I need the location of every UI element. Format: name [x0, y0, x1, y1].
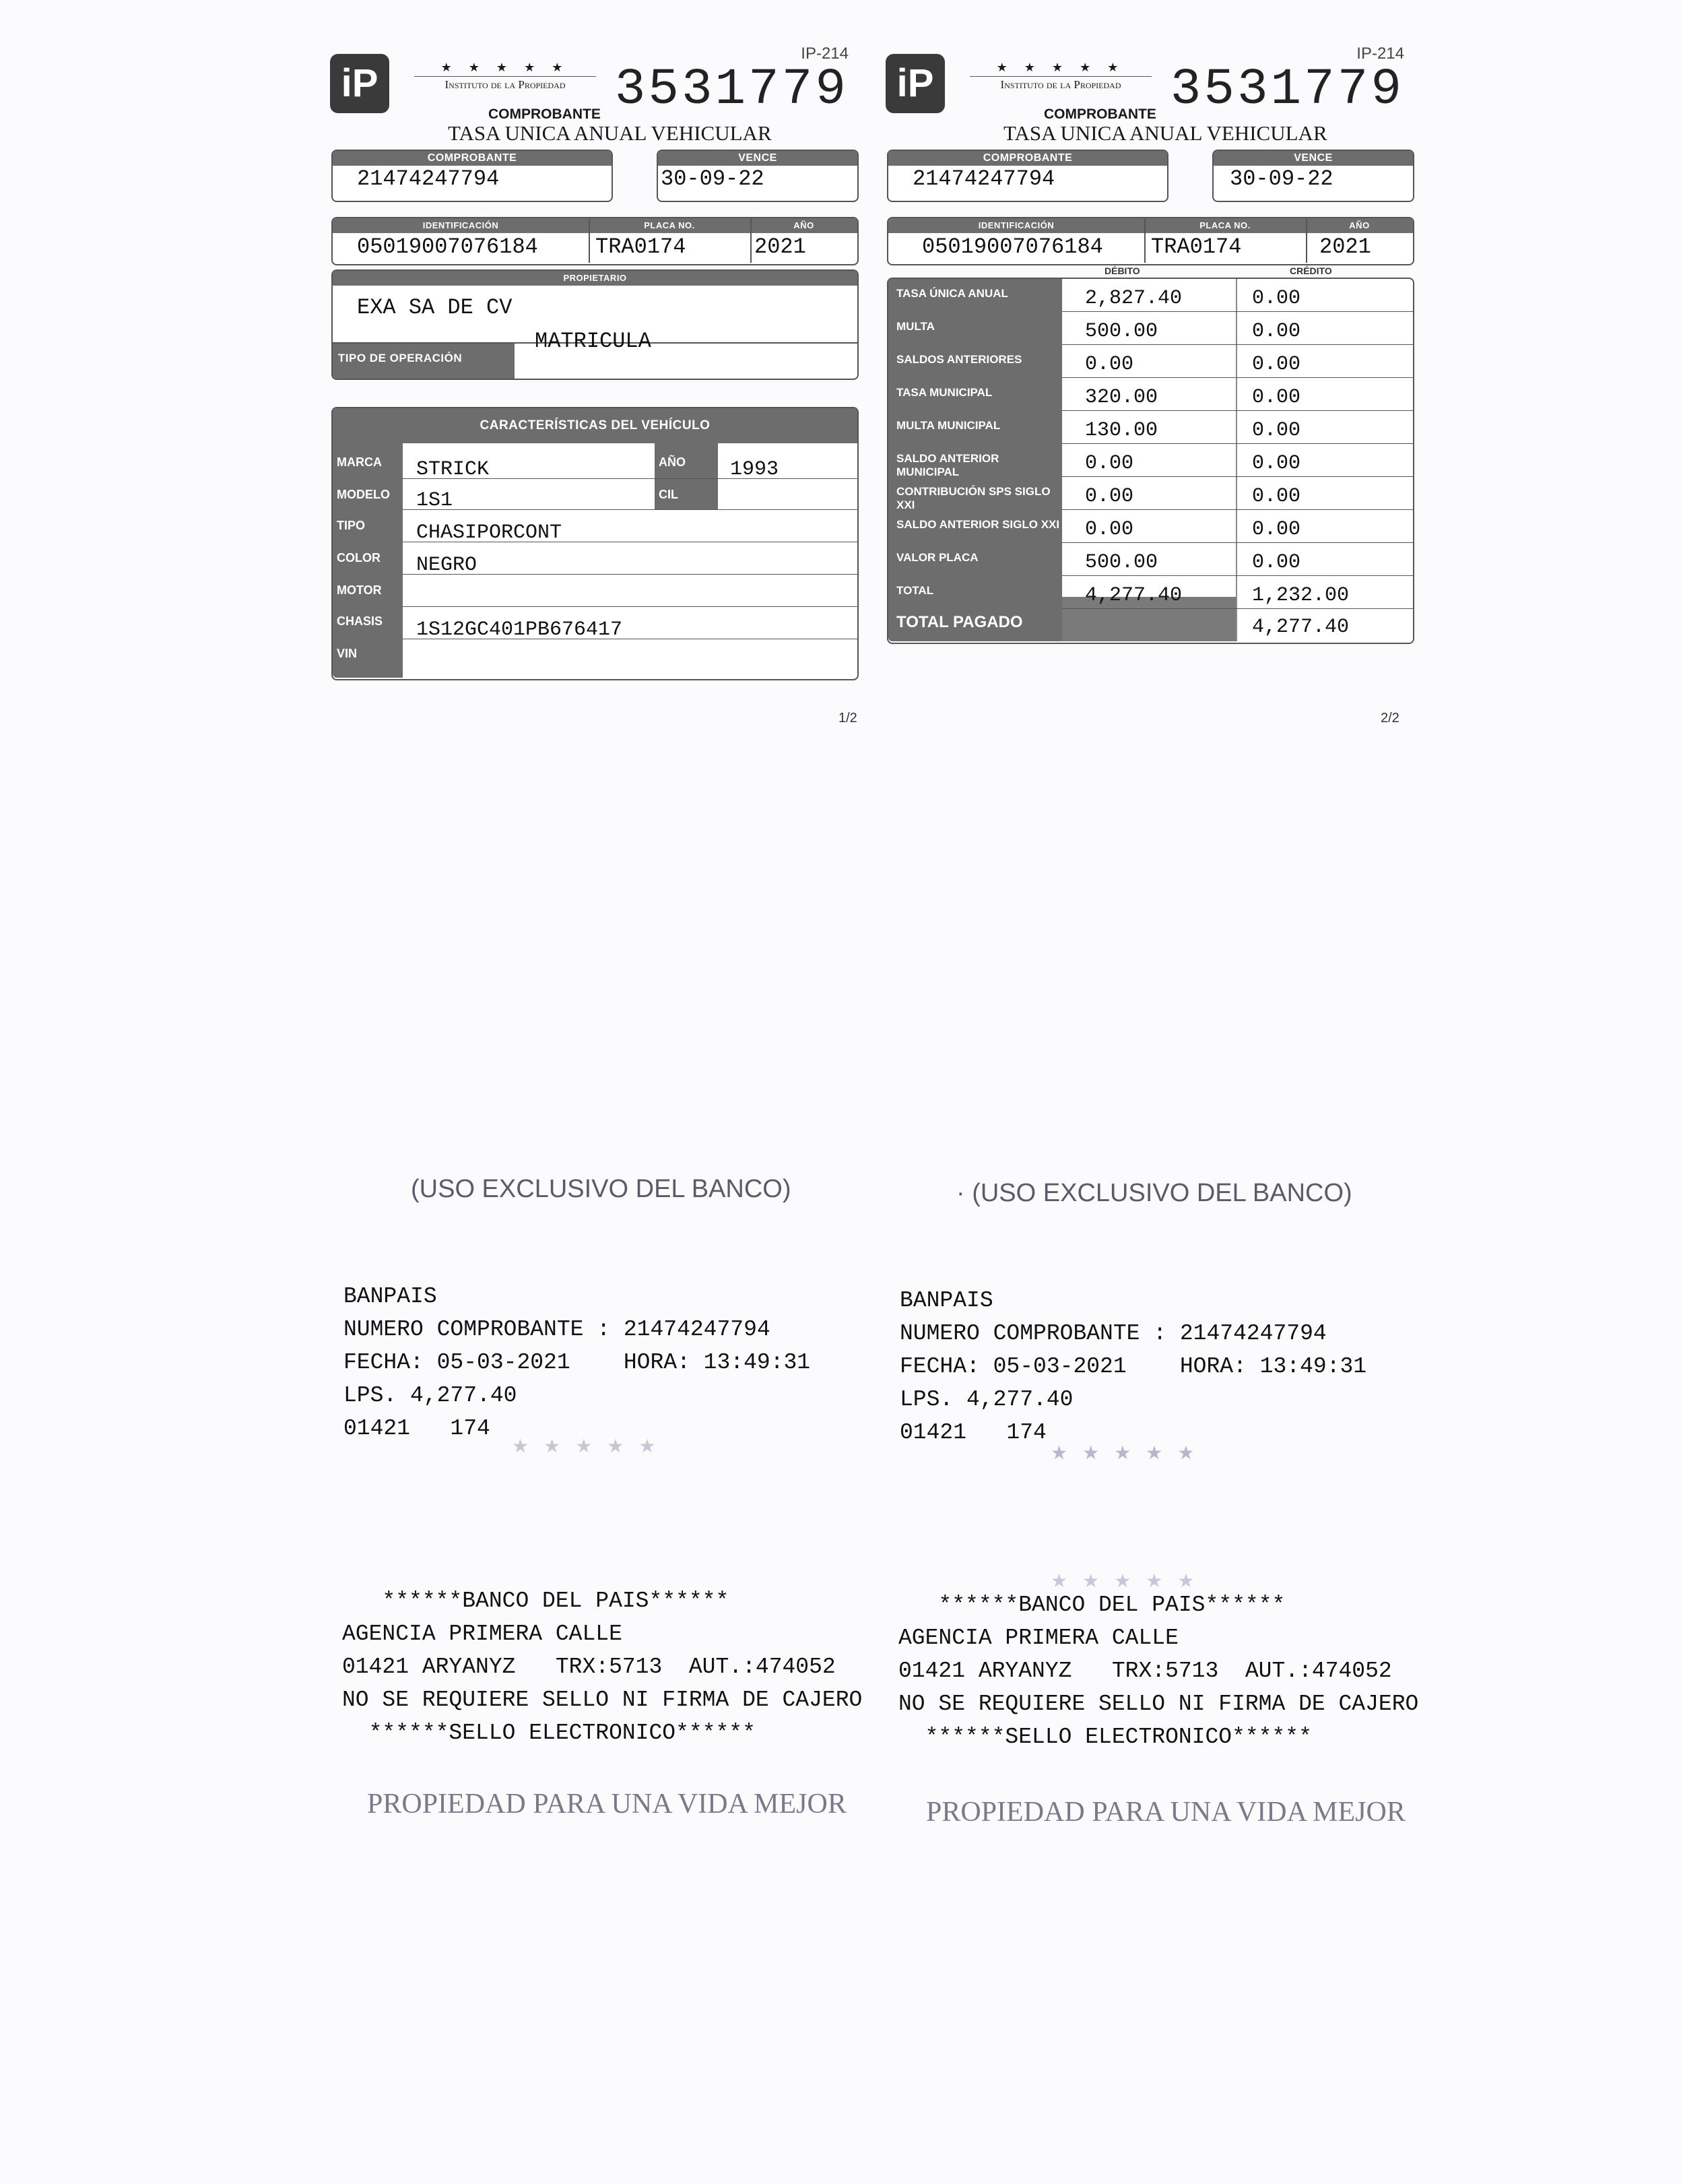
identificacion-box — [331, 217, 859, 265]
vehicle-box — [331, 407, 859, 680]
receipt-nota: NO SE REQUIERE SELLO NI FIRMA DE CAJERO — [342, 1688, 863, 1712]
form-code: IP-214 — [1356, 44, 1404, 63]
debito-value: 0.00 — [1085, 485, 1134, 508]
identificacion-header: IDENTIFICACIÓN — [422, 220, 499, 230]
vence-header: VENCE — [658, 151, 857, 166]
credito-value: 0.00 — [1252, 485, 1301, 508]
receipt-fecha: FECHA: 05-03-2021 HORA: 13:49:31 — [343, 1350, 811, 1375]
receipt-trx: 01421 ARYANYZ TRX:5713 AUT.:474052 — [342, 1655, 836, 1679]
page-number: 2/2 — [1381, 711, 1399, 726]
credito-value: 0.00 — [1252, 518, 1301, 541]
divider — [1062, 575, 1413, 576]
debito-value: 320.00 — [1085, 386, 1158, 409]
vehicle-header: CARACTERÍSTICAS DEL VEHÍCULO — [333, 408, 857, 443]
charge-label: MULTA MUNICIPAL — [896, 419, 1001, 432]
vence-header: VENCE — [1214, 151, 1413, 166]
ip-logo: iP — [886, 54, 945, 113]
institution-block — [414, 61, 596, 92]
debito-value: 2,827.40 — [1085, 287, 1183, 310]
receipt-monto: LPS. 4,277.40 — [343, 1383, 517, 1408]
comprobante-value: 21474247794 — [913, 166, 1055, 191]
divider — [1062, 344, 1413, 345]
color-value: NEGRO — [416, 554, 477, 577]
receipt-right-bottom — [898, 1588, 1418, 1754]
total-pagado-label: TOTAL PAGADO — [896, 613, 1023, 631]
credito-value: 0.00 — [1252, 287, 1301, 310]
receipt-agencia: AGENCIA PRIMERA CALLE — [342, 1621, 622, 1646]
divider — [1062, 542, 1413, 543]
comprobante-label: COMPROBANTE — [488, 106, 601, 122]
total-credito-value: 1,232.00 — [1252, 584, 1350, 607]
ip-logo: iP — [330, 54, 389, 113]
charge-label: SALDO ANTERIOR SIGLO XXI — [896, 518, 1060, 531]
anio-value: 2021 — [1319, 234, 1371, 259]
receipt-fecha: FECHA: 05-03-2021 HORA: 13:49:31 — [900, 1354, 1367, 1379]
divider — [750, 218, 752, 263]
debito-value: 500.00 — [1085, 551, 1158, 574]
marca-label: MARCA — [337, 455, 382, 469]
bank-use-title: (USO EXCLUSIVO DEL BANCO) — [411, 1175, 791, 1203]
receipt-sello: ******SELLO ELECTRONICO****** — [342, 1721, 756, 1745]
watermark-stars-icon: ★★★★★ — [512, 1436, 671, 1456]
comprobante-box — [887, 150, 1168, 202]
receipt-banco: ******BANCO DEL PAIS****** — [342, 1588, 729, 1613]
slogan: PROPIEDAD PARA UNA VIDA MEJOR — [926, 1797, 1406, 1828]
receipt-codigo: 01421 174 — [343, 1416, 490, 1441]
credito-value: 0.00 — [1252, 419, 1301, 442]
credito-value: 0.00 — [1252, 320, 1301, 343]
propietario-header: PROPIETARIO — [333, 271, 857, 286]
divider — [1062, 410, 1413, 411]
debito-header: DÉBITO — [1105, 265, 1140, 276]
credito-value: 0.00 — [1252, 386, 1301, 409]
anio-value: 2021 — [754, 234, 806, 259]
folio-number: 3531779 — [614, 61, 849, 119]
cil-label: CIL — [659, 488, 678, 501]
divider — [403, 509, 857, 510]
watermark-stars-icon: ★★★★★ — [1051, 1442, 1210, 1463]
document-title: TASA UNICA ANUAL VEHICULAR — [448, 121, 772, 145]
identificacion-value: 05019007076184 — [357, 234, 538, 259]
debito-value: 500.00 — [1085, 320, 1158, 343]
divider — [1062, 443, 1413, 444]
stars-icon: ★ ★ ★ ★ ★ — [996, 61, 1125, 74]
chasis-label: CHASIS — [337, 614, 383, 628]
tipo-operacion-value: MATRICULA — [535, 329, 651, 354]
receipt-codigo: 01421 174 — [900, 1420, 1047, 1445]
institution-block — [970, 61, 1152, 92]
slip-right — [879, 40, 1418, 734]
placa-value: TRA0174 — [1151, 234, 1242, 259]
placa-header: PLACA NO. — [644, 220, 695, 230]
vence-box — [1212, 150, 1414, 202]
charge-label: SALDO ANTERIOR MUNICIPAL — [896, 452, 999, 478]
slogan: PROPIEDAD PARA UNA VIDA MEJOR — [367, 1789, 847, 1820]
receipt-trx: 01421 ARYANYZ TRX:5713 AUT.:474052 — [898, 1659, 1392, 1683]
debito-value: 130.00 — [1085, 419, 1158, 442]
charge-label: MULTA — [896, 320, 935, 333]
institution-name: Instituto de la Propiedad — [970, 76, 1152, 92]
charge-label: TOTAL — [896, 584, 934, 597]
placa-value: TRA0174 — [595, 234, 686, 259]
receipt-numero: NUMERO COMPROBANTE : 21474247794 — [900, 1321, 1327, 1346]
ano-veh-label: AÑO — [659, 455, 686, 469]
motor-label: MOTOR — [337, 583, 382, 597]
vin-label: VIN — [337, 647, 358, 660]
tipo-value: CHASIPORCONT — [416, 521, 562, 544]
vence-value: 30-09-22 — [661, 166, 764, 191]
divider — [403, 606, 857, 607]
charge-label: TASA ÚNICA ANUAL — [896, 287, 1008, 300]
vehicle-anio-value: 1993 — [730, 458, 779, 481]
debito-value: 0.00 — [1085, 452, 1134, 475]
slip-left — [323, 40, 862, 734]
watermark-stars-icon: ★★★★★ — [1051, 1570, 1210, 1591]
tipo-label: TIPO — [337, 519, 366, 532]
modelo-label: MODELO — [337, 488, 390, 501]
form-code: IP-214 — [801, 44, 849, 63]
divider — [1062, 509, 1413, 510]
propietario-box — [331, 269, 859, 380]
charge-label: SALDOS ANTERIORES — [896, 353, 1022, 366]
comprobante-value: 21474247794 — [357, 166, 500, 191]
total-debito-value: 4,277.40 — [1085, 584, 1183, 607]
identificacion-header: IDENTIFICACIÓN — [978, 220, 1055, 230]
divider — [1062, 608, 1413, 609]
credito-value: 0.00 — [1252, 551, 1301, 574]
anio-header: AÑO — [793, 220, 814, 230]
debito-value: 0.00 — [1085, 518, 1134, 541]
receipt-right-top — [900, 1284, 1366, 1449]
charge-label: TASA MUNICIPAL — [896, 386, 993, 399]
tipo-operacion-label: TIPO DE OPERACIÓN — [337, 352, 463, 364]
identificacion-value: 05019007076184 — [922, 234, 1103, 259]
total-pagado-value: 4,277.40 — [1252, 616, 1350, 639]
receipt-agencia: AGENCIA PRIMERA CALLE — [898, 1626, 1179, 1650]
comprobante-header: COMPROBANTE — [888, 151, 1167, 166]
marca-value: STRICK — [416, 458, 490, 481]
color-label: COLOR — [337, 551, 381, 565]
receipt-bank: BANPAIS — [900, 1288, 993, 1313]
receipt-monto: LPS. 4,277.40 — [900, 1387, 1074, 1412]
receipt-nota: NO SE REQUIERE SELLO NI FIRMA DE CAJERO — [898, 1692, 1419, 1716]
vence-box — [657, 150, 859, 202]
divider — [1144, 218, 1146, 263]
divider — [589, 218, 590, 263]
stars-icon: ★ ★ ★ ★ ★ — [440, 61, 570, 74]
document-title: TASA UNICA ANUAL VEHICULAR — [1003, 121, 1327, 145]
receipt-numero: NUMERO COMPROBANTE : 21474247794 — [343, 1317, 770, 1342]
receipt-left-top — [343, 1280, 810, 1445]
page-number: 1/2 — [838, 711, 857, 726]
comprobante-header: COMPROBANTE — [333, 151, 612, 166]
divider — [1062, 311, 1413, 312]
comprobante-box — [331, 150, 613, 202]
debito-value: 0.00 — [1085, 353, 1134, 376]
divider — [1062, 377, 1413, 378]
folio-number: 3531779 — [1170, 61, 1404, 119]
institution-name: Instituto de la Propiedad — [414, 76, 596, 92]
placa-header: PLACA NO. — [1199, 220, 1251, 230]
vence-value: 30-09-22 — [1230, 166, 1333, 191]
credito-value: 0.00 — [1252, 353, 1301, 376]
propietario-value: EXA SA DE CV — [357, 295, 513, 320]
credito-value: 0.00 — [1252, 452, 1301, 475]
anio-header: AÑO — [1349, 220, 1370, 230]
comprobante-label: COMPROBANTE — [1044, 106, 1156, 122]
chasis-value: 1S12GC401PB676417 — [416, 618, 623, 641]
receipt-bank: BANPAIS — [343, 1284, 437, 1309]
charge-label: CONTRIBUCIÓN SPS SIGLO XXI — [896, 485, 1051, 511]
receipt-left-bottom — [342, 1584, 862, 1749]
receipt-banco: ******BANCO DEL PAIS****** — [898, 1593, 1286, 1617]
divider — [1306, 218, 1307, 263]
bank-use-title: · (USO EXCLUSIVO DEL BANCO) — [956, 1179, 1352, 1207]
divider — [1236, 279, 1237, 641]
identificacion-box — [887, 217, 1414, 265]
modelo-value: 1S1 — [416, 489, 453, 512]
charges-table — [887, 278, 1414, 644]
divider — [1062, 476, 1413, 477]
receipt-sello: ******SELLO ELECTRONICO****** — [898, 1725, 1312, 1749]
credito-header: CRÉDITO — [1290, 265, 1332, 276]
charge-label: VALOR PLACA — [896, 551, 979, 564]
